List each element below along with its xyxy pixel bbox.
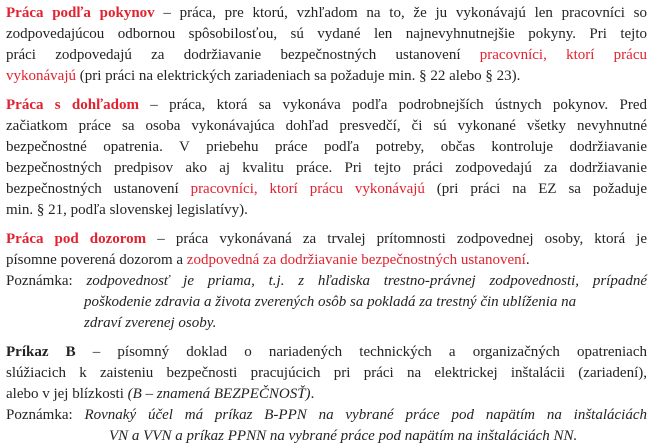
- text-segment: min. § 21, podľa slovenskej legislatívy).: [6, 202, 248, 218]
- text-segment: (pri práci na elektrických zariadeniach sa požaduje min. § 22 alebo § 23).: [75, 68, 521, 84]
- text-segment: VN a VVN a príkaz PPNN na vybrané práce pod napätím na inštaláciách NN.: [109, 428, 578, 444]
- text-segment: začiatkom práce sa osoba vykonávajúca dohľad presvedčí, či sú vykonané všetky nevyhnutné: [6, 118, 647, 134]
- text-line: [6, 179, 647, 200]
- paragraph-prikaz-b: [6, 342, 647, 447]
- text-segment: vykonávajú: [6, 68, 76, 84]
- text-segment: Poznámka:: [6, 407, 85, 423]
- text-segment: slúžiacich k zaisteniu bezpečnosti pracujúcich pri práci na elektrickej inštalácii (zariadení),: [6, 365, 647, 381]
- text-segment: bezpečnostné opatrenia. V priebehu práce podľa potreby, občas kontroluje dodržiavanie: [6, 139, 647, 155]
- text-line: [6, 271, 647, 292]
- text-segment: – práca vykonávaná za trvalej prítomnosti zodpovednej osoby, ktorá je: [146, 231, 648, 247]
- text-segment: písomne poverená dozorom a: [6, 252, 187, 268]
- text-line: [6, 95, 647, 116]
- text-segment: .: [525, 252, 530, 268]
- text-segment: zodpovedajúcou odbornou spôsobilosťou, sú vydané len najnevyhnutnejšie pokyny. Pri tejto: [6, 26, 647, 42]
- text-line: [6, 137, 647, 158]
- paragraph-praca-podla-pokynov: [6, 3, 647, 87]
- text-segment: (pri práci na EZ sa požaduje: [424, 181, 647, 197]
- text-line: [6, 292, 647, 313]
- text-segment: Poznámka:: [6, 273, 87, 289]
- text-line: [6, 342, 647, 363]
- text-line: [6, 116, 647, 137]
- text-line: [6, 229, 647, 250]
- text-segment: pracovníci, ktorí prácu: [479, 47, 647, 63]
- text-line: [6, 45, 647, 66]
- text-segment: – práca, ktorá sa vykonáva podľa podrobnejších ústnych pokynov. Pred: [138, 97, 647, 113]
- term-heading: Práca s dohľadom: [6, 97, 139, 113]
- text-line: [6, 363, 647, 384]
- text-segment: Rovnaký účel má príkaz B-PPN na vybrané práce pod napätím na inštaláciách: [84, 407, 647, 423]
- text-line: [6, 24, 647, 45]
- text-segment: pracovníci, ktorí prácu vykonávajú: [190, 181, 425, 197]
- text-segment: zdraví zverenej osoby.: [84, 315, 217, 331]
- text-line: [6, 384, 647, 405]
- text-segment: (B – znamená BEZPEČNOSŤ): [127, 386, 311, 402]
- text-segment: – písomný doklad o nariadených technických a organizačných opatreniach: [75, 344, 647, 360]
- text-line: [6, 405, 647, 426]
- term-heading: Práca podľa pokynov: [6, 5, 155, 21]
- text-segment: zodpovedná za dodržiavanie bezpečnostných ustanovení: [186, 252, 526, 268]
- term-heading: Príkaz B: [6, 344, 76, 360]
- paragraph-praca-pod-dozorom: [6, 229, 647, 334]
- term-heading: Práca pod dozorom: [6, 231, 147, 247]
- text-line: [6, 200, 647, 221]
- text-segment: poškodenie zdravia a života zverených osôb sa pokladá za trestný čin ublíženia na: [84, 294, 577, 310]
- text-segment: – práca, pre ktorú, vzhľadom na to, že ju vykonávajú len pracovníci so: [154, 5, 647, 21]
- text-line: [6, 426, 647, 447]
- text-line: [6, 66, 647, 87]
- text-line: [6, 158, 647, 179]
- text-segment: zodpovednosť je priama, t.j. z hľadiska trestno-právnej zodpovednosti, prípadné: [86, 273, 647, 289]
- text-segment: .: [310, 386, 315, 402]
- text-segment: alebo v jej blízkosti: [6, 386, 128, 402]
- text-line: [6, 3, 647, 24]
- paragraph-praca-s-dohladom: [6, 95, 647, 221]
- text-line: [6, 250, 647, 271]
- text-segment: bezpečnostných predpisov ako aj kvalitu práce. Pri tejto práci zodpovedajú za dodržiavanie: [6, 160, 647, 176]
- text-line: [6, 313, 647, 334]
- text-segment: práci zodpovedajú za dodržiavanie bezpečnostných ustanovení: [6, 47, 480, 63]
- text-segment: bezpečnostných ustanovení: [6, 181, 191, 197]
